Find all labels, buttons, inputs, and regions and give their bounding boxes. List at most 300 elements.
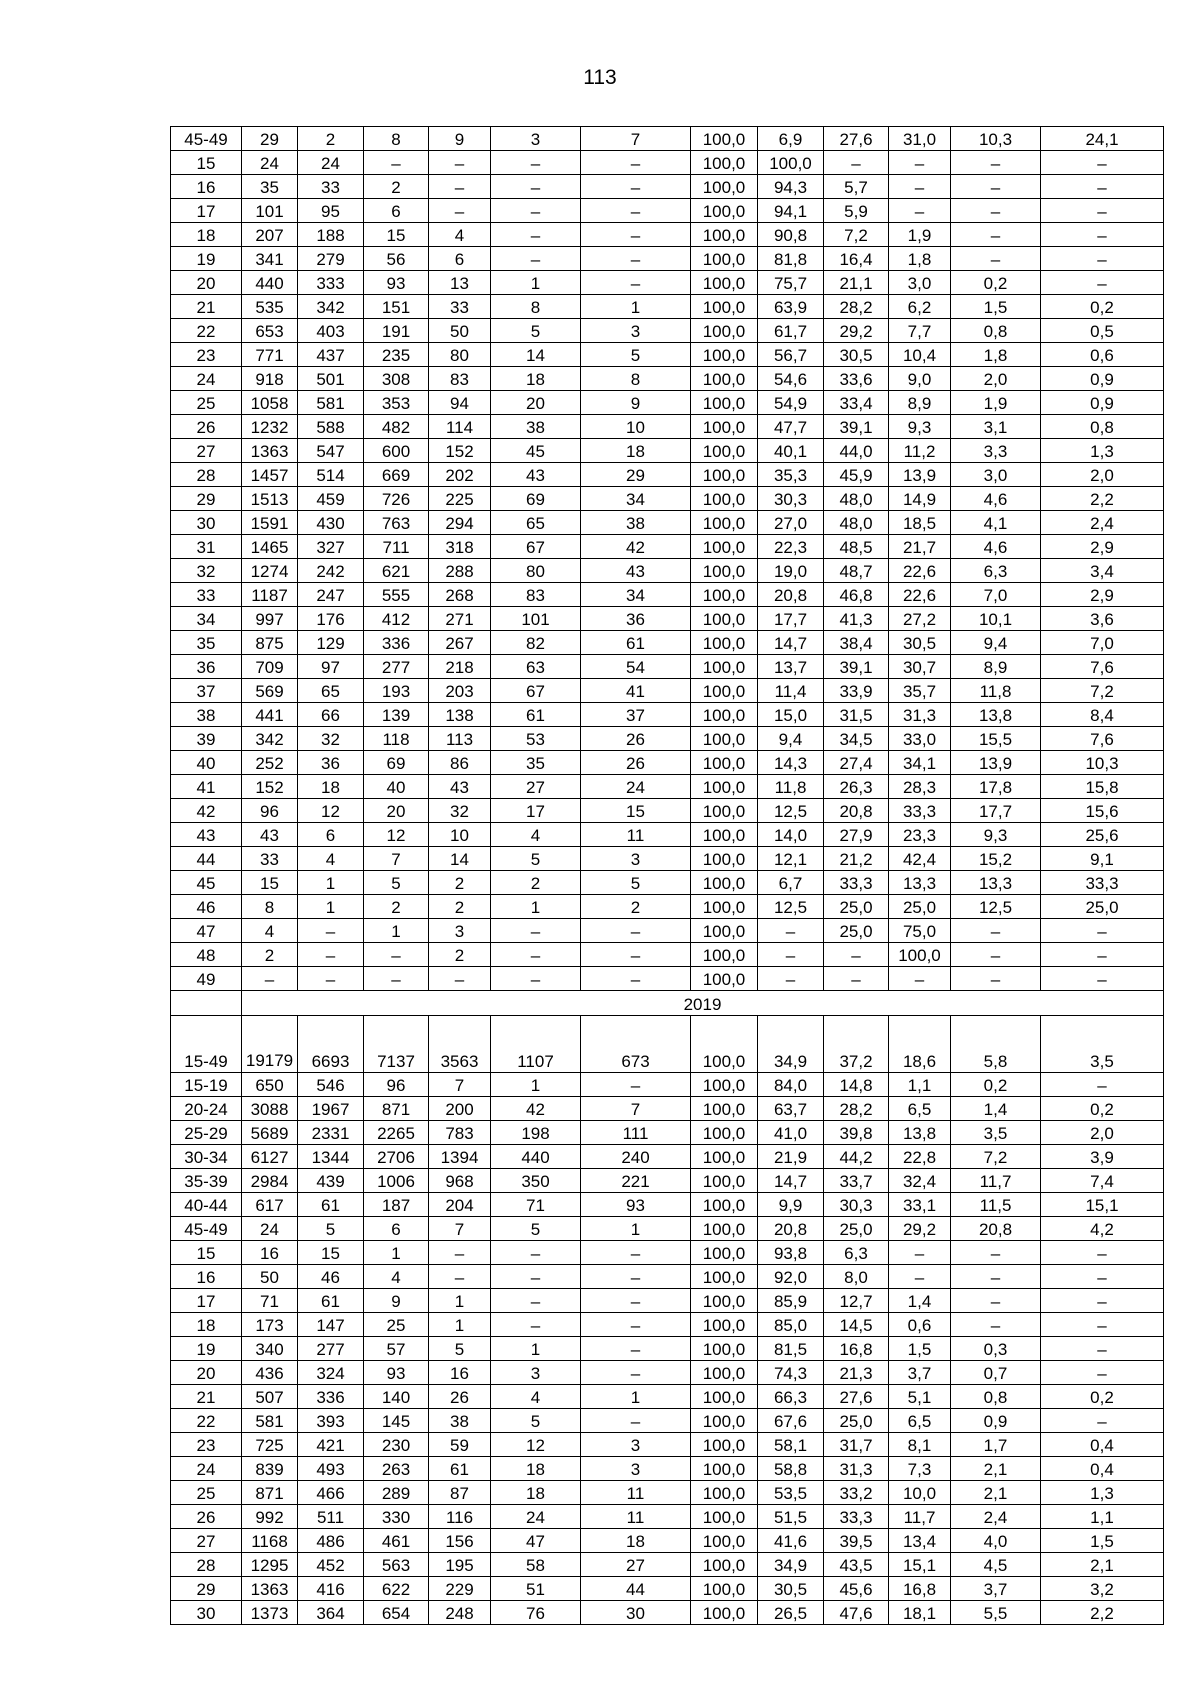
table-cell: 17 <box>171 199 242 223</box>
table-cell: 100,0 <box>691 583 758 607</box>
table-cell: 100,0 <box>691 727 758 751</box>
table-cell: 30,5 <box>824 343 889 367</box>
table-cell: 3,9 <box>1041 1145 1164 1169</box>
table-cell: 75,0 <box>889 919 951 943</box>
table-cell: 439 <box>298 1169 364 1193</box>
table-cell: 12,5 <box>758 799 824 823</box>
table-cell: 23,3 <box>889 823 951 847</box>
table-cell: 3,0 <box>889 271 951 295</box>
table-cell: 5,9 <box>824 199 889 223</box>
table-cell: 11,8 <box>951 679 1041 703</box>
table-cell: – <box>491 943 581 967</box>
table-cell: 7,3 <box>889 1457 951 1481</box>
table-cell: 654 <box>364 1601 429 1625</box>
table-cell: 31 <box>171 535 242 559</box>
table-cell: – <box>429 199 491 223</box>
table-cell: 69 <box>364 751 429 775</box>
table-cell: 94,3 <box>758 175 824 199</box>
table-cell: 11,7 <box>889 1505 951 1529</box>
table-cell: 3,7 <box>951 1577 1041 1601</box>
table-cell: 25,0 <box>889 895 951 919</box>
table-cell: 28,2 <box>824 295 889 319</box>
table-cell: 100,0 <box>691 1409 758 1433</box>
table-cell: 35,7 <box>889 679 951 703</box>
table-cell: 100,0 <box>691 1553 758 1577</box>
table-cell: 2,1 <box>951 1481 1041 1505</box>
table-cell: 1,5 <box>951 295 1041 319</box>
table-cell: 65 <box>491 511 581 535</box>
table-cell: 4 <box>364 1265 429 1289</box>
table-cell: 2,9 <box>1041 583 1164 607</box>
table-row <box>171 1529 1164 1553</box>
table-cell: 173 <box>242 1313 298 1337</box>
table-cell: 19 <box>171 1337 242 1361</box>
table-cell: 80 <box>491 559 581 583</box>
table-cell: 8,9 <box>951 655 1041 679</box>
table-cell: 318 <box>429 535 491 559</box>
table-cell: 40 <box>364 775 429 799</box>
table-cell: 100,0 <box>691 871 758 895</box>
table-cell: 34 <box>581 487 691 511</box>
table-cell: – <box>581 1361 691 1385</box>
table-cell: 65 <box>298 679 364 703</box>
table-cell: 221 <box>581 1169 691 1193</box>
table-cell: 100,0 <box>691 679 758 703</box>
table-cell: 440 <box>491 1145 581 1169</box>
table-cell: 176 <box>298 607 364 631</box>
table-cell: 152 <box>242 775 298 799</box>
table-cell: 30,7 <box>889 655 951 679</box>
table-cell: 100,0 <box>691 775 758 799</box>
table-cell: 8 <box>581 367 691 391</box>
table-cell: 1363 <box>242 439 298 463</box>
table-cell: 1 <box>491 1337 581 1361</box>
table-row <box>171 247 1164 271</box>
table-row <box>171 1265 1164 1289</box>
table-cell: 100,0 <box>691 1577 758 1601</box>
table-cell: – <box>1041 271 1164 295</box>
table-cell: 514 <box>298 463 364 487</box>
table-cell: 6,3 <box>824 1241 889 1265</box>
table-cell: 1 <box>581 295 691 319</box>
table-row <box>171 703 1164 727</box>
table-cell: – <box>491 1265 581 1289</box>
table-cell: 61 <box>581 631 691 655</box>
table-cell: 650 <box>242 1073 298 1097</box>
table-cell: 81,8 <box>758 247 824 271</box>
table-cell: 5 <box>491 1217 581 1241</box>
table-cell: 12 <box>364 823 429 847</box>
table-cell: 9,4 <box>951 631 1041 655</box>
table-cell: 0,9 <box>951 1409 1041 1433</box>
table-cell: 25,0 <box>1041 895 1164 919</box>
table-cell: – <box>1041 1409 1164 1433</box>
table-row <box>171 895 1164 919</box>
table-cell: – <box>491 967 581 991</box>
table-cell: – <box>1041 1337 1164 1361</box>
table-cell: 46 <box>171 895 242 919</box>
table-cell: 15 <box>364 223 429 247</box>
table-cell: 58 <box>491 1553 581 1577</box>
table-cell: 101 <box>491 607 581 631</box>
table-row <box>171 943 1164 967</box>
table-cell: 1,4 <box>951 1097 1041 1121</box>
table-cell: 486 <box>298 1529 364 1553</box>
table-cell: 5,5 <box>951 1601 1041 1625</box>
table-cell: 30,5 <box>889 631 951 655</box>
table-cell: 45,6 <box>824 1577 889 1601</box>
table-cell: 268 <box>429 583 491 607</box>
table-cell: 1232 <box>242 415 298 439</box>
table-cell: 83 <box>429 367 491 391</box>
table-row <box>171 1577 1164 1601</box>
table-cell: 147 <box>298 1313 364 1337</box>
table-cell: 30 <box>581 1601 691 1625</box>
table-cell: 100,0 <box>691 1313 758 1337</box>
table-cell: 27,6 <box>824 1385 889 1409</box>
table-cell: 1 <box>581 1217 691 1241</box>
table-cell: 15,1 <box>1041 1193 1164 1217</box>
table-cell: 18 <box>298 775 364 799</box>
table-cell: 100,0 <box>889 943 951 967</box>
table-cell: 100,0 <box>691 367 758 391</box>
table-cell: – <box>298 943 364 967</box>
table-cell: 466 <box>298 1481 364 1505</box>
table-cell: 21,1 <box>824 271 889 295</box>
table-cell: 569 <box>242 679 298 703</box>
table-row <box>171 1457 1164 1481</box>
table-cell: 1,4 <box>889 1289 951 1313</box>
table-row <box>171 1505 1164 1529</box>
table-cell: 195 <box>429 1553 491 1577</box>
table-cell: 16 <box>171 1265 242 1289</box>
table-cell: – <box>429 175 491 199</box>
table-cell: 3 <box>581 1433 691 1457</box>
table-cell: 9 <box>581 391 691 415</box>
table-row <box>171 415 1164 439</box>
table-cell: 63,9 <box>758 295 824 319</box>
table-cell: 118 <box>364 727 429 751</box>
table-cell: 5 <box>364 871 429 895</box>
table-cell: 33,3 <box>889 799 951 823</box>
table-cell: 100,0 <box>691 487 758 511</box>
table-cell: – <box>1041 919 1164 943</box>
table-cell: 85,0 <box>758 1313 824 1337</box>
table-cell: 6,3 <box>951 559 1041 583</box>
table-cell: 200 <box>429 1097 491 1121</box>
table-cell: 47 <box>491 1529 581 1553</box>
table-cell: 34,1 <box>889 751 951 775</box>
table-cell: 18 <box>171 1313 242 1337</box>
table-cell: 114 <box>429 415 491 439</box>
table-cell: 94 <box>429 391 491 415</box>
table-row <box>171 439 1164 463</box>
table-cell: 30,3 <box>758 487 824 511</box>
table-cell: 33,3 <box>1041 871 1164 895</box>
table-row <box>171 1313 1164 1337</box>
table-cell: 26 <box>429 1385 491 1409</box>
table-cell: 24,1 <box>1041 127 1164 151</box>
table-cell: 330 <box>364 1505 429 1529</box>
table-cell: – <box>581 1337 691 1361</box>
table-cell: – <box>824 967 889 991</box>
table-cell: 54 <box>581 655 691 679</box>
table-cell: 5 <box>491 847 581 871</box>
table-cell: 25 <box>171 391 242 415</box>
table-cell: – <box>491 175 581 199</box>
table-cell: 56,7 <box>758 343 824 367</box>
table-cell: 18,1 <box>889 1601 951 1625</box>
table-row <box>171 463 1164 487</box>
table-cell: 8,9 <box>889 391 951 415</box>
year-header-row <box>171 991 1164 1016</box>
table-cell: 7,2 <box>824 223 889 247</box>
table-row <box>171 655 1164 679</box>
table-cell: 27 <box>491 775 581 799</box>
table-cell: 11,8 <box>758 775 824 799</box>
table-cell: 2,0 <box>951 367 1041 391</box>
table-row <box>171 679 1164 703</box>
table-cell: 116 <box>429 1505 491 1529</box>
table-cell: 1187 <box>242 583 298 607</box>
table-cell: 83 <box>491 583 581 607</box>
table-cell: 342 <box>298 295 364 319</box>
table-row <box>171 1145 1164 1169</box>
table-cell: 3 <box>491 127 581 151</box>
table-row <box>171 1385 1164 1409</box>
table-cell: 17 <box>491 799 581 823</box>
table-cell: 22,6 <box>889 559 951 583</box>
table-cell: 29,2 <box>889 1217 951 1241</box>
table-cell: 11,4 <box>758 679 824 703</box>
table-cell: – <box>491 199 581 223</box>
table-row <box>171 1361 1164 1385</box>
table-cell: – <box>951 919 1041 943</box>
table-cell: 5,7 <box>824 175 889 199</box>
table-cell: 10 <box>581 415 691 439</box>
table-cell: 0,4 <box>1041 1433 1164 1457</box>
table-cell: 35 <box>242 175 298 199</box>
table-cell: 82 <box>491 631 581 655</box>
table-cell: 35 <box>491 751 581 775</box>
table-cell: 24 <box>242 151 298 175</box>
table-cell: 6 <box>364 1217 429 1241</box>
table-cell: 31,3 <box>889 703 951 727</box>
table-cell: 252 <box>242 751 298 775</box>
table-cell: – <box>364 967 429 991</box>
table-cell: 1465 <box>242 535 298 559</box>
table-cell: – <box>951 1241 1041 1265</box>
table-row <box>171 583 1164 607</box>
table-cell: 43 <box>491 463 581 487</box>
table-cell: – <box>429 1265 491 1289</box>
table-cell: 100,0 <box>691 391 758 415</box>
table-cell: 140 <box>364 1385 429 1409</box>
table-cell: 726 <box>364 487 429 511</box>
table-cell: 48,5 <box>824 535 889 559</box>
table-cell: 33,1 <box>889 1193 951 1217</box>
table-cell: – <box>581 247 691 271</box>
table-cell: 600 <box>364 439 429 463</box>
table-cell: 621 <box>364 559 429 583</box>
table-cell: 23 <box>171 1433 242 1457</box>
table-row <box>171 151 1164 175</box>
table-cell: 24 <box>171 367 242 391</box>
table-cell: 16 <box>242 1241 298 1265</box>
table-cell: 229 <box>429 1577 491 1601</box>
table-cell: 763 <box>364 511 429 535</box>
table-cell: 2 <box>429 895 491 919</box>
table-cell: 2,9 <box>1041 535 1164 559</box>
table-cell: 1457 <box>242 463 298 487</box>
table-cell: 267 <box>429 631 491 655</box>
table-cell: 48,0 <box>824 487 889 511</box>
table-cell: 4 <box>298 847 364 871</box>
table-cell: 1 <box>491 271 581 295</box>
table-cell: 100,0 <box>691 823 758 847</box>
table-cell: 31,5 <box>824 703 889 727</box>
table-cell: 30-34 <box>171 1145 242 1169</box>
table-cell: 13,8 <box>889 1121 951 1145</box>
table-cell: 8,0 <box>824 1265 889 1289</box>
table-cell: 563 <box>364 1553 429 1577</box>
table-cell: 7 <box>429 1217 491 1241</box>
table-cell: 34,9 <box>758 1016 824 1073</box>
table-cell: 10,3 <box>1041 751 1164 775</box>
table-cell: – <box>951 967 1041 991</box>
table-cell: 45 <box>491 439 581 463</box>
table-cell: 63,7 <box>758 1097 824 1121</box>
table-cell: 9,3 <box>889 415 951 439</box>
table-cell: – <box>581 1241 691 1265</box>
table-cell: – <box>951 943 1041 967</box>
table-cell: 100,0 <box>691 895 758 919</box>
table-cell: 7,0 <box>1041 631 1164 655</box>
table-cell: 918 <box>242 367 298 391</box>
table-cell: 30 <box>171 511 242 535</box>
table-cell: 43 <box>429 775 491 799</box>
table-cell: 2 <box>581 895 691 919</box>
table-cell: 21 <box>171 295 242 319</box>
table-row <box>171 799 1164 823</box>
table-cell: 37,2 <box>824 1016 889 1073</box>
table-row <box>171 1169 1164 1193</box>
table-cell: 51,5 <box>758 1505 824 1529</box>
table-cell: 48,0 <box>824 511 889 535</box>
table-cell: 39,8 <box>824 1121 889 1145</box>
table-cell: 24 <box>298 151 364 175</box>
table-cell: 12 <box>491 1433 581 1457</box>
table-cell: 54,6 <box>758 367 824 391</box>
table-cell: 20 <box>491 391 581 415</box>
table-cell: 96 <box>364 1073 429 1097</box>
table-cell: 100,0 <box>691 1361 758 1385</box>
table-cell: 14,7 <box>758 1169 824 1193</box>
table-cell: 12,1 <box>758 847 824 871</box>
table-cell: – <box>1041 151 1164 175</box>
table-cell: 58,1 <box>758 1433 824 1457</box>
table-cell: 4,0 <box>951 1529 1041 1553</box>
table-cell: 100,0 <box>691 1385 758 1409</box>
table-cell: 145 <box>364 1409 429 1433</box>
table-cell: 1295 <box>242 1553 298 1577</box>
table-cell: 58,8 <box>758 1457 824 1481</box>
table-cell: 50 <box>429 319 491 343</box>
table-cell: 21,2 <box>824 847 889 871</box>
table-cell: 340 <box>242 1337 298 1361</box>
table-cell: 36 <box>581 607 691 631</box>
table-cell: 138 <box>429 703 491 727</box>
table-cell: 30,3 <box>824 1193 889 1217</box>
table-cell: 42 <box>171 799 242 823</box>
table-cell: 14,7 <box>758 631 824 655</box>
table-cell: 7 <box>364 847 429 871</box>
table-cell: 2 <box>429 871 491 895</box>
table-cell: 7,0 <box>951 583 1041 607</box>
table-cell: 2 <box>491 871 581 895</box>
table-row <box>171 175 1164 199</box>
table-cell: 0,2 <box>951 271 1041 295</box>
table-cell: 1 <box>298 895 364 919</box>
table-cell: 1,1 <box>889 1073 951 1097</box>
table-cell: 4 <box>429 223 491 247</box>
table-cell: 1 <box>491 895 581 919</box>
table-cell: 25,0 <box>824 895 889 919</box>
table-cell: 8 <box>364 127 429 151</box>
table-cell: 421 <box>298 1433 364 1457</box>
table-cell: – <box>1041 1241 1164 1265</box>
table-cell: 24 <box>581 775 691 799</box>
table-cell: 42 <box>581 535 691 559</box>
table-cell: 61 <box>491 703 581 727</box>
table-cell: 76 <box>491 1601 581 1625</box>
table-cell: – <box>889 1241 951 1265</box>
table-row <box>171 1433 1164 1457</box>
table-cell: 84,0 <box>758 1073 824 1097</box>
table-cell: 2331 <box>298 1121 364 1145</box>
table-cell: 725 <box>242 1433 298 1457</box>
table-cell: 5 <box>581 343 691 367</box>
table-cell: 33 <box>429 295 491 319</box>
table-cell: 20,8 <box>824 799 889 823</box>
table-row <box>171 535 1164 559</box>
table-cell: 94,1 <box>758 199 824 223</box>
table-cell: 15-19 <box>171 1073 242 1097</box>
table-cell: – <box>1041 1361 1164 1385</box>
table-cell: 2 <box>364 175 429 199</box>
table-cell: 459 <box>298 487 364 511</box>
table-cell: 6,5 <box>889 1097 951 1121</box>
table-cell: 2,4 <box>1041 511 1164 535</box>
table-cell: 6,7 <box>758 871 824 895</box>
table-cell: 100,0 <box>691 511 758 535</box>
table-cell: 18 <box>581 1529 691 1553</box>
table-cell: 24 <box>242 1217 298 1241</box>
table-cell: 24 <box>171 1457 242 1481</box>
table-cell: 22 <box>171 319 242 343</box>
table-cell: 1274 <box>242 559 298 583</box>
table-cell: 1,7 <box>951 1433 1041 1457</box>
table-cell: 16,8 <box>824 1337 889 1361</box>
table-cell: – <box>581 151 691 175</box>
table-cell: 6,9 <box>758 127 824 151</box>
table-cell: 6693 <box>298 1016 364 1073</box>
table-cell: 100,0 <box>691 1337 758 1361</box>
table-cell: 27,2 <box>889 607 951 631</box>
table-section-bottom <box>171 1016 1164 1625</box>
table-cell: 187 <box>364 1193 429 1217</box>
table-cell: 6127 <box>242 1145 298 1169</box>
